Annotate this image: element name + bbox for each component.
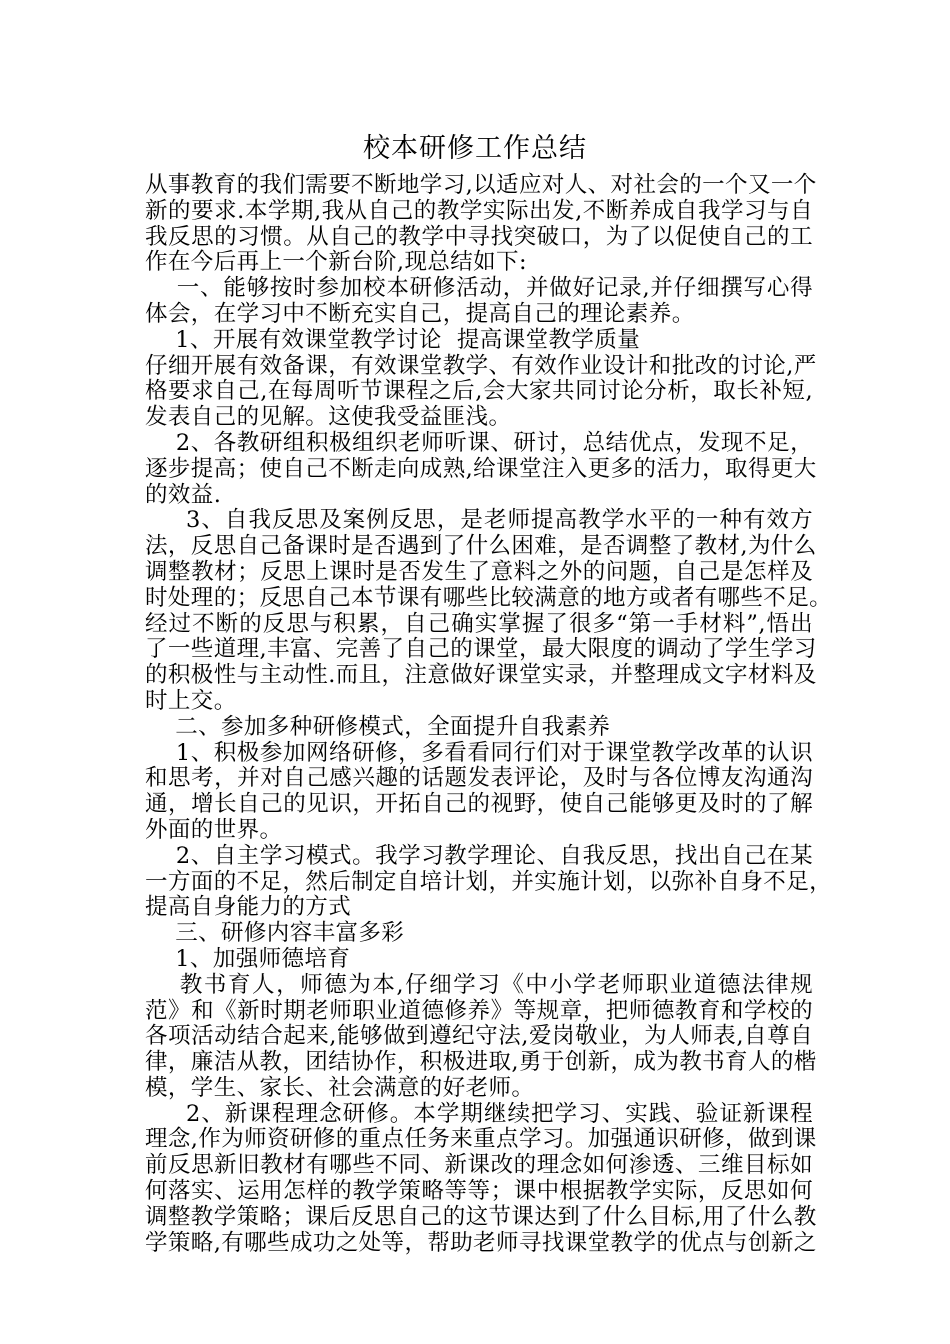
text-line: 1、积极参加网络研修，多看看同行们对于课堂教学改革的认识: [145, 739, 813, 766]
text-line: 通，增长自己的见识，开拓自己的视野，使自己能够更及时的了解: [145, 791, 813, 818]
text-line: 作在今后再上一个新台阶,现总结如下:: [145, 249, 527, 276]
text-line: 一、能够按时参加校本研修活动，并做好记录,并仔细撰写心得: [145, 275, 813, 302]
text-line: 一方面的不足，然后制定自培计划，并实施计划，以弥补自身不足，: [145, 868, 833, 895]
text-line: 二、参加多种研修模式，全面提升自我素养: [145, 713, 611, 740]
text-line: 调整教学策略；课后反思自己的这节课达到了什么目标,用了什么教: [145, 1203, 817, 1230]
text-line: 3、自我反思及案例反思，是老师提高教学水平的一种有效方: [145, 507, 813, 534]
text-line: 提高自身能力的方式: [145, 894, 352, 921]
text-line: 时上交。: [145, 687, 237, 714]
text-line: 仔细开展有效备课，有效课堂教学、有效作业设计和批改的讨论,严: [145, 352, 817, 379]
text-line: 我反思的习惯。从自己的教学中寻找突破口，为了以促使自己的工: [145, 223, 813, 250]
text-line: 逐步提高；使自己不断走向成熟,给课堂注入更多的活力，取得更大: [145, 455, 817, 482]
text-line: 教书育人，师德为本,仔细学习《中小学老师职业道德法律规: [145, 971, 813, 998]
text-line: 体会，在学习中不断充实自己，提高自己的理论素养。: [145, 300, 695, 327]
text-line: 新的要求.本学期,我从自己的教学实际出发,不断养成自我学习与自: [145, 197, 813, 224]
text-line: 三、研修内容丰富多彩: [145, 920, 405, 947]
document-title: 校本研修工作总结: [363, 133, 587, 164]
text-line: 从事教育的我们需要不断地学习,以适应对人、对社会的一个又一个: [145, 172, 817, 198]
text-line: 的积极性与主动性.而且，注意做好课堂实录，并整理成文字材料及: [145, 662, 817, 689]
text-line: 1、开展有效课堂教学讨论 提高课堂教学质量: [145, 326, 641, 353]
text-line: 2、新课程理念研修。本学期继续把学习、实践、验证新课程: [145, 1100, 813, 1127]
text-line: 模，学生、家长、社会满意的好老师。: [145, 1074, 535, 1101]
text-line: 格要求自己,在每周听节课程之后,会大家共同讨论分析，取长补短,: [145, 378, 813, 405]
text-line: 何落实、运用怎样的教学策略等等；课中根据教学实际，反思如何: [145, 1178, 813, 1205]
text-line: 2、各教研组积极组织老师听课、研讨，总结优点，发现不足，: [145, 429, 813, 456]
text-line: 了一些道理,丰富、完善了自己的课堂，最大限度的调动了学生学习: [145, 636, 817, 663]
text-line: 理念,作为师资研修的重点任务来重点学习。加强通识研修，做到课: [145, 1126, 817, 1153]
text-line: 范》和《新时期老师职业道德修养》等规章，把师德教育和学校的: [145, 997, 813, 1024]
text-line: 经过不断的反思与积累，自己确实掌握了很多“第一手材料”,悟出: [145, 610, 813, 637]
text-line: 外面的世界。: [145, 816, 283, 843]
text-line: 1、加强师德培育: [145, 945, 351, 972]
text-line: 时处理的；反思自己本节课有哪些比较满意的地方或者有哪些不足。: [145, 584, 833, 611]
document-body: [145, 172, 833, 1256]
text-line: 学策略,有哪些成功之处等，帮助老师寻找课堂教学的优点与创新之: [145, 1229, 817, 1256]
text-line: 各项活动结合起来,能够做到遵纪守法,爱岗敬业，为人师表,自尊自: [145, 1023, 813, 1050]
text-line: 发表自己的见解。这使我受益匪浅。: [145, 404, 512, 431]
text-line: 的效益.: [145, 481, 222, 508]
text-line: 法，反思自己备课时是否遇到了什么困难，是否调整了教材,为什么: [145, 533, 817, 560]
text-line: 和思考，并对自己感兴趣的话题发表评论，及时与各位博友沟通沟: [145, 765, 813, 792]
text-line: 律，廉洁从教，团结协作，积极进取,勇于创新，成为教书育人的楷: [145, 1049, 817, 1076]
text-line: 调整教材；反思上课时是否发生了意料之外的问题，自己是怎样及: [145, 558, 813, 585]
text-line: 2、自主学习模式。我学习教学理论、自我反思，找出自己在某: [145, 842, 813, 869]
text-line: 前反思新旧教材有哪些不同、新课改的理念如何渗透、三维目标如: [145, 1152, 813, 1179]
